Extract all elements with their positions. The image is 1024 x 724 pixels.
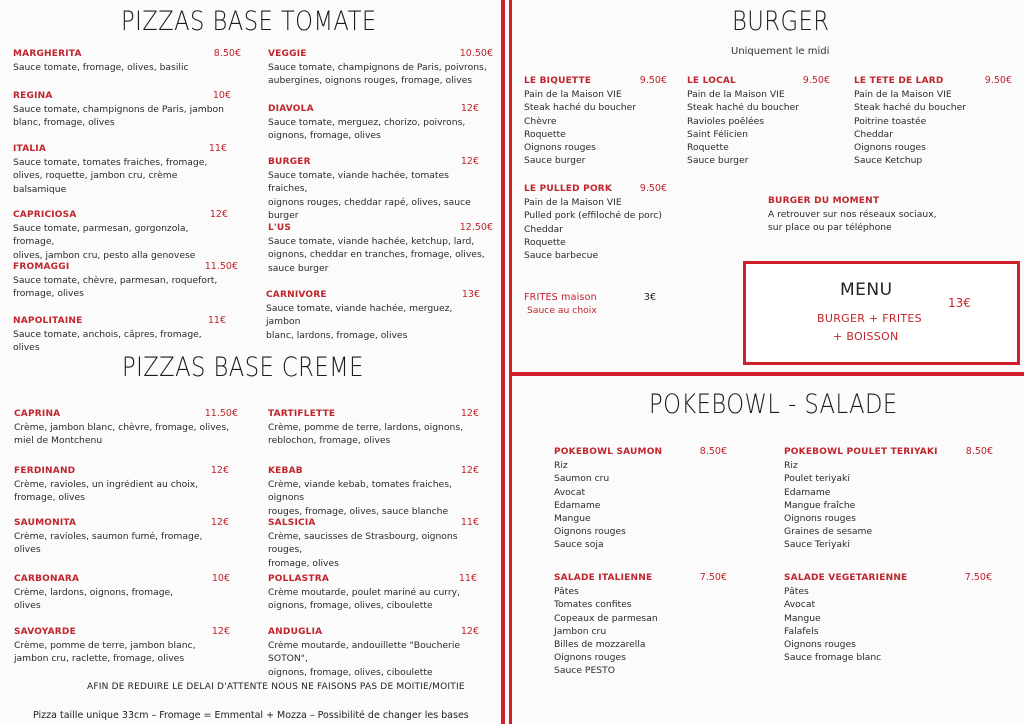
menu-item-anduglia <box>268 625 479 679</box>
menu-item-margherita <box>13 47 241 74</box>
item-description: Sauce tomate, viande hachée, ketchup, lard, oignons, cheddar en tranches, fromage, olives, sauce burger <box>268 236 485 274</box>
menu-item-saumonita <box>14 516 229 557</box>
menu-item-capriciosa <box>13 208 228 262</box>
item-ingredients: Pain de la Maison VIE Steak haché du boucher Poitrine toastée Cheddar Oignons rouges Sauce Ketchup <box>854 89 967 167</box>
frites-item <box>524 291 656 317</box>
item-price: 12€ <box>209 209 228 220</box>
menu-box-line2: + BOISSON <box>833 330 899 343</box>
menu-item-napolitaine <box>13 314 226 355</box>
item-name: BURGER DU MOMENT <box>768 196 880 206</box>
item-price: 11€ <box>460 517 479 528</box>
item-price: 11€ <box>458 573 477 584</box>
item-price: 12.50€ <box>459 222 493 233</box>
item-name: POLLASTRA <box>268 574 329 584</box>
menu-item-veggie <box>268 47 493 88</box>
item-description: Sauce tomate, anchois, câpres, fromage, olives <box>13 329 202 354</box>
item-price: 12€ <box>460 103 479 114</box>
item-price: 11.50€ <box>204 261 238 272</box>
item-name: FRITES maison <box>524 292 597 303</box>
item-description: Crème, lardons, oignons, fromage, olives <box>14 587 174 612</box>
item-name: LE PULLED PORK <box>524 184 613 194</box>
item-name: SALADE ITALIENNE <box>554 573 653 583</box>
item-name: DIAVOLA <box>268 104 314 114</box>
burger-item-du-moment <box>768 195 968 235</box>
item-ingredients: A retrouver sur nos réseaux sociaux, sur place ou par téléphone <box>768 209 937 234</box>
item-price: 12€ <box>210 465 229 476</box>
item-name: CARBONARA <box>14 574 80 584</box>
item-name: SAUMONITA <box>14 518 77 528</box>
item-ingredients: Pâtes Tomates confites Copeaux de parmesan Jambon cru Billes de mozzarella Oignons rouges Sauce PESTO <box>554 586 658 677</box>
vertical-divider-red <box>501 0 505 724</box>
footer-note-moitie: AFIN DE REDUIRE LE DELAI D'ATTENTE NOUS NE FAISONS PAS DE MOITIE/MOITIE <box>87 682 465 692</box>
menu-item-salsicia <box>268 516 479 570</box>
item-description: Crème, ravioles, saumon fumé, fromage, olives <box>14 531 203 556</box>
horizontal-divider-red <box>512 372 1024 376</box>
vertical-divider-red-inner <box>509 0 512 724</box>
item-name: ANDUGLIA <box>268 627 323 637</box>
item-name: TARTIFLETTE <box>268 409 336 419</box>
item-ingredients: Pain de la Maison VIE Pulled pork (effiloché de porc) Cheddar Roquette Sauce barbecue <box>524 197 662 262</box>
item-description: Sauce tomate, chèvre, parmesan, roquefort, fromage, olives <box>13 275 218 300</box>
item-name: CARNIVORE <box>266 290 327 300</box>
footer-note-pizza-info: Pizza taille unique 33cm – Fromage = Emmental + Mozza – Possibilité de changer les bases <box>33 710 469 721</box>
pizzas-creme-title: PIZZAS BASE CREME <box>122 352 364 383</box>
item-name: SAVOYARDE <box>14 627 76 637</box>
item-description: Crème, pomme de terre, jambon blanc, jambon cru, raclette, fromage, olives <box>14 640 196 665</box>
item-price: 9.50€ <box>984 75 1012 86</box>
item-name: KEBAB <box>268 466 303 476</box>
menu-box-line1: BURGER + FRITES <box>817 312 922 325</box>
menu-item-regina <box>13 89 231 130</box>
item-name: POKEBOWL POULET TERIYAKI <box>784 447 938 457</box>
item-ingredients: Pain de la Maison VIE Steak haché du boucher Chèvre Roquette Oignons rouges Sauce burger <box>524 89 637 167</box>
item-price: 10.50€ <box>459 48 493 59</box>
item-description: Sauce tomate, fromage, olives, basilic <box>13 62 189 74</box>
item-price: 7.50€ <box>699 572 727 583</box>
menu-item-kebab <box>268 464 479 518</box>
burger-item-tete-de-lard <box>854 74 1012 167</box>
item-description: Crème, ravioles, un ingrédient au choix, fromage, olives <box>14 479 199 504</box>
pokebowl-item-poulet-teriyaki <box>784 445 993 552</box>
menu-item-pollastra <box>268 572 477 613</box>
menu-item-burger-pizza <box>268 155 479 222</box>
frites-sub: Sauce au choix <box>527 305 597 317</box>
item-price: 9.50€ <box>802 75 830 86</box>
item-price: 12€ <box>460 408 479 419</box>
item-name: MARGHERITA <box>13 49 82 59</box>
pizzas-tomate-title: PIZZAS BASE TOMATE <box>121 6 377 37</box>
item-ingredients: Riz Poulet teriyaki Edamame Mangue fraîche Oignons rouges Graines de sesame Sauce Teriyaki <box>784 460 873 551</box>
item-price: 12€ <box>460 626 479 637</box>
item-name: CAPRICIOSA <box>13 210 77 220</box>
item-description: Crème moutarde, andouillette "Boucherie SOTON", oignons, fromage, olives, ciboulette <box>268 640 461 678</box>
item-name: SALSICIA <box>268 518 316 528</box>
item-description: Sauce tomate, merguez, chorizo, poivrons, oignons, fromage, olives <box>268 117 466 142</box>
item-name: BURGER <box>268 157 311 167</box>
menu-box-title: MENU <box>840 280 893 300</box>
item-price: 8.50€ <box>965 446 993 457</box>
menu-item-tartiflette <box>268 407 479 448</box>
item-name: CAPRINA <box>14 409 61 419</box>
item-description: Crème, pomme de terre, lardons, oignons, reblochon, fromage, olives <box>268 422 464 447</box>
item-description: Crème, saucisses de Strasbourg, oignons rouges, fromage, olives <box>268 531 458 569</box>
item-name: FROMAGGI <box>13 262 70 272</box>
item-name: ITALIA <box>13 144 47 154</box>
item-price: 10€ <box>211 573 230 584</box>
item-price: 8.50€ <box>699 446 727 457</box>
item-price: 12€ <box>210 517 229 528</box>
item-description: Sauce tomate, tomates fraiches, fromage, olives, roquette, jambon cru, crème balsamique <box>13 157 208 195</box>
item-description: Sauce tomate, parmesan, gorgonzola, fromage, olives, jambon cru, pesto alla genovese <box>13 223 196 261</box>
item-price: 13€ <box>461 289 480 300</box>
item-price: 3€ <box>643 292 656 303</box>
item-name: REGINA <box>13 91 53 101</box>
menu-item-italia <box>13 142 227 196</box>
item-name: NAPOLITAINE <box>13 316 83 326</box>
item-price: 8.50€ <box>213 48 241 59</box>
menu-item-savoyarde <box>14 625 230 666</box>
burger-item-pulled-pork <box>524 182 667 262</box>
item-name: SALADE VEGETARIENNE <box>784 573 908 583</box>
item-name: LE LOCAL <box>687 76 736 86</box>
item-price: 11€ <box>207 315 226 326</box>
item-name: VEGGIE <box>268 49 307 59</box>
menu-item-lus <box>268 221 493 275</box>
item-description: Sauce tomate, viande hachée, merguez, jambon blanc, lardons, fromage, olives <box>266 303 453 341</box>
item-ingredients: Pain de la Maison VIE Steak haché du boucher Ravioles poêlées Saint Félicien Roquette Sauce burger <box>687 89 800 167</box>
item-description: Sauce tomate, viande hachée, tomates fraiches, oignons rouges, cheddar rapé, olives, sauce burger <box>268 170 471 221</box>
item-price: 9.50€ <box>639 75 667 86</box>
item-price: 11€ <box>208 143 227 154</box>
item-price: 12€ <box>460 465 479 476</box>
item-description: Crème moutarde, poulet mariné au curry, oignons, fromage, olives, ciboulette <box>268 587 461 612</box>
menu-item-caprina <box>14 407 238 448</box>
item-price: 7.50€ <box>964 572 992 583</box>
menu-item-diavola <box>268 102 479 143</box>
item-name: LE BIQUETTE <box>524 76 592 86</box>
burger-item-local <box>687 74 830 167</box>
menu-item-fromaggi <box>13 260 238 301</box>
pokebowl-item-saumon <box>554 445 727 552</box>
item-name: POKEBOWL SAUMON <box>554 447 663 457</box>
menu-item-carbonara <box>14 572 230 613</box>
salade-item-vegetarienne <box>784 571 992 664</box>
salade-item-italienne <box>554 571 727 678</box>
item-price: 12€ <box>460 156 479 167</box>
item-name: FERDINAND <box>14 466 76 476</box>
burger-item-biquette <box>524 74 667 167</box>
menu-formula-box <box>743 261 1020 365</box>
menu-item-ferdinand <box>14 464 229 505</box>
item-description: Sauce tomate, champignons de Paris, jambon blanc, fromage, olives <box>13 104 224 129</box>
menu-item-carnivore <box>266 288 480 342</box>
menu-box-price: 13€ <box>948 296 971 310</box>
burger-subtitle: Uniquement le midi <box>731 46 830 57</box>
item-description: Crème, jambon blanc, chèvre, fromage, olives, miel de Montchenu <box>14 422 230 447</box>
item-price: 11.50€ <box>204 408 238 419</box>
item-price: 9.50€ <box>639 183 667 194</box>
item-description: Crème, viande kebab, tomates fraiches, oignons rouges, fromage, olives, sauce blanche <box>268 479 452 517</box>
burger-title: BURGER <box>732 6 830 37</box>
item-description: Sauce tomate, champignons de Paris, poivrons, aubergines, oignons rouges, fromage, olives <box>268 62 487 87</box>
item-name: L'US <box>268 223 292 233</box>
item-name: LE TETE DE LARD <box>854 76 944 86</box>
item-price: 10€ <box>212 90 231 101</box>
pokebowl-title: POKEBOWL - SALADE <box>649 389 898 420</box>
item-price: 12€ <box>211 626 230 637</box>
item-ingredients: Pâtes Avocat Mangue Falafels Oignons rouges Sauce fromage blanc <box>784 586 882 664</box>
item-ingredients: Riz Saumon cru Avocat Edamame Mangue Oignons rouges Sauce soja <box>554 460 626 551</box>
